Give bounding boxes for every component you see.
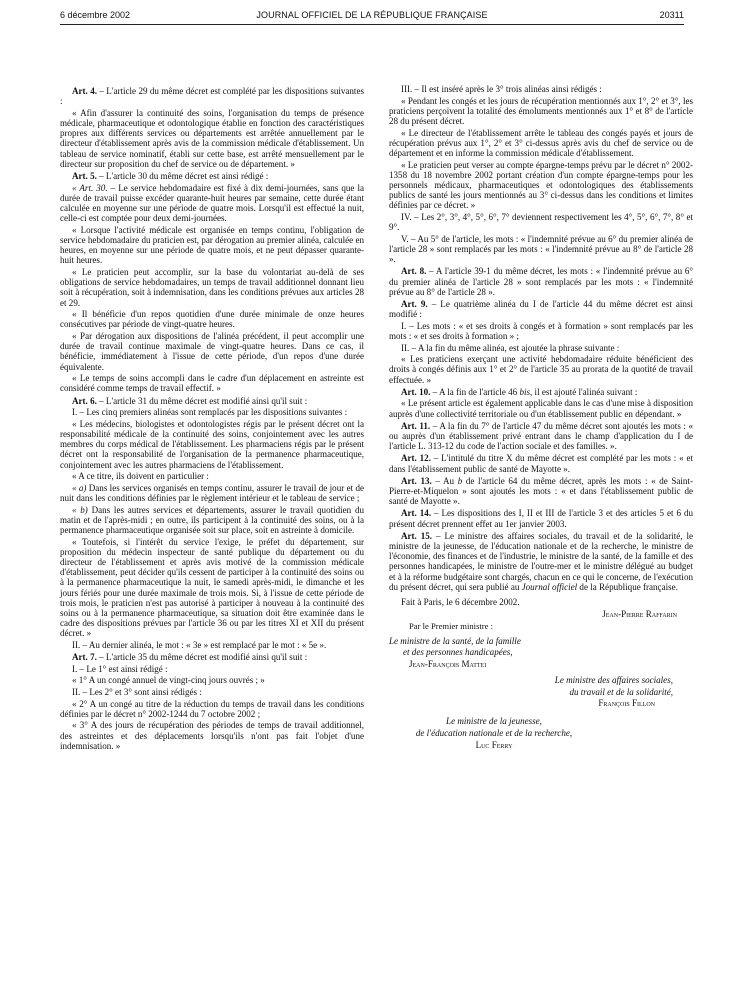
article-7-para-3: II. – Les 2° et 3° sont ainsi rédigés : [72, 687, 202, 698]
article-6-para-4: « Toutefois, si l'intérêt du service l'exige, le préfet du département, sur proposition du médecin inspecteur de santé publique du département ou du directeur de l'établissement et après avis motivé de la commission médicale d'établissement, peut décider qu'ils cessent de participer à la continuité des soins ou à la permanence pharmaceutique la nuit, le samedi après-midi, le dimanche et les jours fériés pour une durée maximale de trois mois. Si, à l'issue de cette période de trois mois, le praticien n'est pas autorisé à participer à nouveau à la continuité des soins ou à la permanence pharmaceutique, sa situation doit être examinée dans le cadre des dispositions prévues par l'article 36 ou par les titres XI et XII du présent décret. » [60, 536, 364, 639]
article-7-para-7: « Pendant les congés et les jours de récupération mentionnés aux 1°, 2° et 3°, les praticiens perçoivent la totalité des émoluments mentionnés aux 1° et 8° de l'article 28 du présent décret. [389, 95, 693, 126]
article-12-text: – L'intitulé du titre X du même décret est complété par les mots : « et dans l'établissement public de santé de Mayotte ». [389, 453, 693, 474]
article-11-label: Art. 11. [401, 420, 431, 431]
article-7-para-8: « Le directeur de l'établissement arrête le tableau des congés payés et jours de récupération prévus aux 1°, 2° et 3° ci-dessus après avis du chef de service ou de département et en informe la commission médicale d'établissement. [389, 127, 693, 158]
article-12-label: Art. 12. [401, 453, 431, 464]
article-6-para-1: I. – Les cinq premiers alinéas sont remplacés par les dispositions suivantes : [72, 407, 348, 418]
header-date: 6 décembre 2002 [60, 10, 131, 20]
article-9-para-2: II. – A la fin du même alinéa, est ajoutée la phrase suivante : [401, 342, 620, 353]
article-5-para-2: « Lorsque l'activité médicale est organisée en temps continu, l'obligation de service hebdomadaire du praticien est, par dérogation au premier alinéa, calculée en heures, en moyenne sur une période de quatre mois, et ne peut dépasser quarante-huit heures. [60, 224, 364, 266]
article-5-text: – L'article 30 du même décret est ainsi rédigé : [96, 171, 269, 182]
article-5-para-5: « Par dérogation aux dispositions de l'alinéa précédent, il peut accomplir une durée de travail continue maximale de vingt-quatre heures. Dans ce cas, il bénéficie, immédiatement à l'issue de cette période, d'un repos d'une durée équivalente. [60, 331, 364, 372]
article-6-para-b [60, 505, 364, 536]
article-14-label: Art. 14. [401, 508, 432, 519]
article-7-para-5: « 3° A des jours de récupération des périodes de temps de travail additionnel, des astreintes et des déplacements lorsqu'ils n'ont pas fait l'objet d'une indemnisation. » [60, 720, 364, 751]
header-title: JOURNAL OFFICIEL DE LA RÉPUBLIQUE FRANÇAISE [256, 10, 488, 20]
article-9-para-3: « Les praticiens exerçant une activité hebdomadaire réduite bénéficient des droits à congés définis aux 1° et 2° de l'article 35 au prorata de la quotité de travail effectuée. » [389, 354, 693, 385]
article-15-text-a: – Le ministre des affaires sociales, du travail et de la solidarité, le ministre de la jeunesse, de l'éducation nationale et de la recherche, le ministre de l'économie, des finances et de l'industrie, le ministre de la santé, de la famille et des personnes handicapées, le ministre de l'outre-mer et le ministre délégué au budget et à la réforme budgétaire sont chargés, chacun en ce qui le concerne, de l'exécution du présent décret, qui sera publié au [389, 530, 693, 592]
article-9 [389, 299, 693, 319]
article-13 [389, 476, 693, 507]
signature-prime-minister: Jean-Pierre Raffarin [602, 609, 677, 620]
article-9-para-1: I. – Les mots : « et ses droits à congés et à formation » sont remplacés par les mots : « et ses droits à formation » ; [389, 320, 693, 342]
minister-affaires-title-1: Le ministre des affaires sociales, [554, 675, 673, 686]
article-6-para-2: « Les médecins, biologistes et odontologistes régis par le présent décret ont la responsabilité médicale de la continuité des soins, conjointement avec les autres membres du corps médical de l'établissement. Les pharmaciens régis par le présent décret ont la responsabilité de l'organisation de la permanence pharmaceutique, conjointement avec les autres pharmaciens de l'établissement. [60, 418, 364, 470]
article-8 [389, 266, 693, 297]
header-rule [60, 24, 684, 25]
article-7-para-11: V. – Au 5° de l'article, les mots : « l'indemnité prévue au 6° du premier alinéa de l'article 28 » sont remplacés par les mots : « l'indemnité prévue au 8° de l'article 28 ». [389, 233, 693, 265]
article-15 [389, 531, 693, 592]
article-6 [60, 396, 364, 406]
article-5-para-1 [60, 183, 364, 224]
journal-officiel-ref: Journal officiel [521, 581, 578, 592]
article-6-para-3: « A ce titre, ils doivent en particulier : [72, 471, 209, 482]
article-5 [60, 171, 364, 181]
article-30-ref: « Art. 30. [72, 182, 108, 193]
article-13-label: Art. 13. [401, 475, 432, 486]
article-7-para-2: « 1° A un congé annuel de vingt-cinq jours ouvrés ; » [72, 675, 265, 686]
article-13-text-a: – Au [431, 475, 458, 486]
par-le-premier-ministre: Par le Premier ministre : [409, 621, 494, 632]
signature-block-jeunesse [389, 716, 599, 749]
article-7-para-9: « Le praticien peut verser au compte épargne-temps prévu par le décret n° 2002-1358 du 18 novembre 2002 portant création d'un compte épargne-temps pour les personnels médicaux, pharmaceutiques et odontologiques des établissements publics de santé les jours mentionnés au 3° ci-dessus dans les conditions et limites définies par ce décret. » [389, 159, 693, 211]
article-5-label: Art. 5. [72, 171, 97, 182]
article-10-text-a: – A la fin de l'article 46 [430, 386, 520, 397]
item-b-label: « b) [72, 504, 88, 515]
signature-ferry: Luc Ferry [475, 739, 513, 750]
article-13-b: b [457, 475, 463, 486]
minister-sante-title-1: Le ministre de la santé, de la famille [389, 635, 521, 646]
article-5-para-3: « Le praticien peut accomplir, sur la base du volontariat au-delà de ses obligations de service hebdomadaires, un temps de travail additionnel donnant lieu soit à récupération, soit à indemnisation, dans les conditions prévues aux articles 28 et 29. [60, 267, 364, 308]
article-10-text-b: , il est ajouté l'alinéa suivant : [530, 386, 638, 397]
article-7-label: Art. 7. [72, 652, 97, 663]
article-6-para-a [60, 483, 364, 503]
item-a-label: « a) [72, 482, 87, 493]
article-13-text-b: de l'article 64 du même décret, après les mots : « de Saint-Pierre-et-Miquelon » sont ajoutés les mots : « et dans l'établissement public de santé de Mayotte ». [389, 475, 693, 507]
article-7 [60, 652, 364, 662]
article-9-text: – Le quatrième alinéa du I de l'article 44 du même décret est ainsi modifié : [389, 299, 693, 320]
article-10 [389, 387, 693, 397]
article-8-text: – A l'article 39-1 du même décret, les mots : « l'indemnité prévue au 6° du premier alinéa de l'article 28 » sont remplacés par les mots : « l'indemnité prévue au 8° de l'article 28 ». [389, 266, 693, 297]
article-5-para-4: « Il bénéficie d'un repos quotidien d'une durée minimale de onze heures consécutives par période de vingt-quatre heures. [60, 309, 364, 330]
article-5-para-1-text: – Le service hebdomadaire est fixé à dix demi-journées, sans que la durée de travail puisse excéder quarante-huit heures par semaine, cette durée étant calculée en moyenne sur une période de quatre mois. Lorsqu'il est effectué la nuit, celle-ci est comptée pour deux demi-journées. [60, 182, 364, 224]
left-column [60, 84, 364, 752]
item-a-text: Dans les services organisés en temps continu, assurer le travail de jour et de nuit dans les conditions définies par le règlement intérieur et le tableau de service ; [60, 482, 364, 504]
signature-mattei: Jean-François Mattei [409, 658, 487, 669]
article-14-text: – Les dispositions des I, II et III de l'article 3 et des articles 5 et 6 du présent décret prennent effet au 1er janvier 2003. [389, 508, 693, 529]
minister-jeunesse-title-1: Le ministre de la jeunesse, [446, 716, 542, 727]
article-7-para-10: IV. – Les 2°, 3°, 4°, 5°, 6°, 7° deviennent respectivement les 4°, 5°, 6°, 7°, 8° et 9°. [389, 212, 693, 233]
page-header [60, 10, 684, 24]
article-11 [389, 421, 693, 452]
article-9-label: Art. 9. [401, 299, 428, 310]
article-10-bis: bis [519, 386, 531, 397]
header-page-number: 20311 [659, 10, 684, 20]
signature-block-affaires-sociales [389, 675, 693, 708]
signature-date: Fait à Paris, le 6 décembre 2002. [401, 597, 520, 608]
article-14 [389, 508, 693, 528]
article-8-label: Art. 8. [401, 266, 427, 277]
article-7-text: – L'article 35 du même décret est modifié ainsi qu'il suit : [96, 652, 308, 663]
minister-jeunesse-title-2: de l'éducation nationale et de la recherche, [415, 728, 573, 739]
article-6-label: Art. 6. [72, 395, 97, 406]
article-10-label: Art. 10. [401, 386, 431, 397]
article-15-label: Art. 15. [401, 530, 433, 541]
article-4-text: – L'article 29 du même décret est complété par les dispositions suivantes : [60, 86, 364, 107]
article-5-para-6: « Le temps de soins accompli dans le cadre d'un déplacement en astreinte est considéré comme temps de travail effectif. » [60, 373, 364, 394]
article-10-para-1: « Le présent article est également applicable dans le cas d'une mise à disposition auprès d'une collectivité territoriale ou d'un établissement public en dépendant. » [389, 398, 693, 419]
right-column [389, 84, 693, 751]
article-11-text: – A la fin du 7° de l'article 47 du même décret sont ajoutés les mots : « ou auprès d'un établissement privé entrant dans le champ d'application du I de l'article L. 313-12 du code de l'action sociale et des familles. ». [389, 420, 693, 452]
article-4-label: Art. 4. [72, 86, 97, 96]
signature-block-sante [389, 636, 693, 669]
article-7-para-1: I. – Le 1° est ainsi rédigé : [72, 663, 168, 674]
article-7-para-4: « 2° A un congé au titre de la réduction du temps de travail dans les conditions définies par le décret n° 2002-1244 du 7 octobre 2002 ; [60, 698, 364, 719]
article-15-text-b: de la République française. [577, 581, 678, 592]
article-7-para-6: III. – Il est inséré après le 3° trois alinéas ainsi rédigés : [401, 84, 602, 94]
article-6-para-5: II. – Au dernier alinéa, le mot : « 3e » est remplacé par le mot : « 5e ». [72, 640, 327, 651]
article-6-text: – L'article 31 du même décret est modifié ainsi qu'il suit : [96, 395, 308, 406]
minister-sante-title-2: et des personnes handicapées, [403, 647, 513, 658]
minister-affaires-title-2: du travail et de la solidarité, [569, 686, 673, 697]
signature-fillon: François Fillon [598, 698, 655, 709]
article-12 [389, 453, 693, 473]
item-b-text: Dans les autres services et départements, assurer le travail quotidien du matin et de l'après-midi ; en outre, ils participent à la continuité des soins, ou à la permanence pharmaceutique organisée soit sur place, soit en astreinte à domicile. [60, 504, 364, 536]
article-4-quote: « Afin d'assurer la continuité des soins, l'organisation du temps de présence médicale, pharmaceutique et odontologique établie en fonction des caractéristiques propres aux différents services ou départements est arrêtée annuellement par le directeur d'établissement après avis de la commission médicale d'établissement. Un tableau de service nominatif, établi sur cette base, est arrêté mensuellement par le directeur sur proposition du chef de service ou de département. » [60, 107, 364, 169]
article-4 [60, 86, 364, 106]
